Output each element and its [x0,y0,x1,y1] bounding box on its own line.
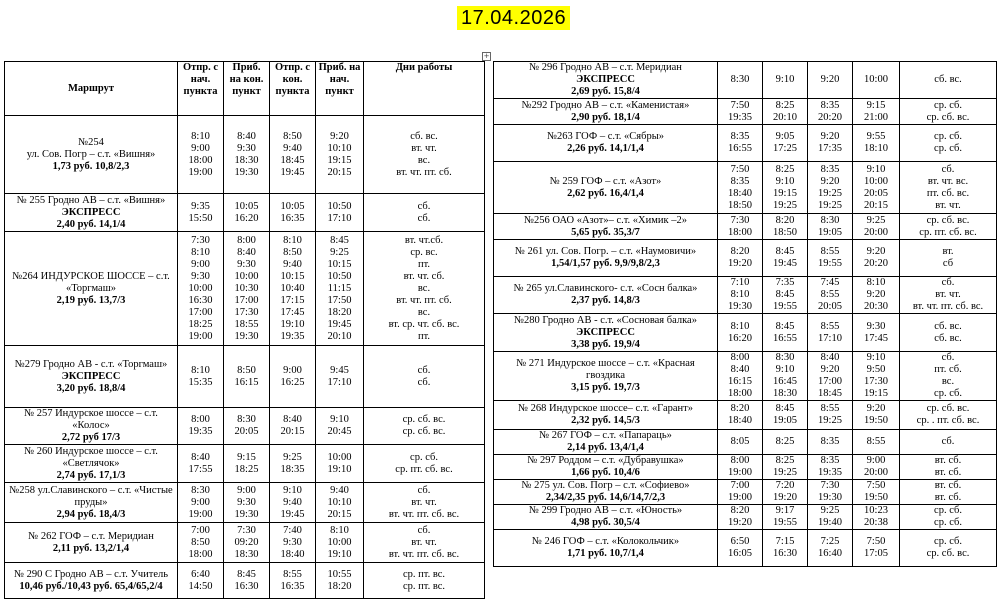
dep-start-times: 8:35 16:55 [718,125,763,162]
route-title: №264 ИНДУРСКОЕ ШОССЕ – с.т. «Торгмаш» [12,270,170,294]
arr-start-times: 9:00 20:00 [853,455,900,480]
operating-days: сб. вс. [900,62,997,99]
route-row [494,480,997,505]
arr-end-times: 8:45 16:30 [224,563,270,599]
route-title: № 260 Индурское шоссе – с.т. «Светлячок» [24,445,158,469]
route-cell [494,530,718,567]
route-price: 2,14 руб. 13,4/1,4 [567,442,644,453]
dep-end-times: 7:45 8:55 20:05 [808,277,853,314]
route-title: №280 Гродно АВ - с.т. «Сосновая балка» [514,314,697,326]
arr-end-times: 8:45 16:55 [763,314,808,352]
dep-start-times: 7:10 8:10 19:30 [718,277,763,314]
dep-end-times: 8:10 8:50 9:40 10:15 10:40 17:15 17:45 19:10 19:35 [270,232,316,346]
dep-start-times: 7:00 8:50 18:00 [178,523,224,563]
route-title: №279 Гродно АВ - с.т. «Торгмаш» [14,358,168,370]
operating-days: ср. сб. ср. сб. вс. [900,530,997,567]
arr-start-times: 9:10 9:50 17:30 19:15 [853,352,900,401]
route-cell [5,523,178,563]
route-title: № 297 Роддом – с.т. «Дубравушка» [527,455,684,466]
route-price: 2,11 руб. 13,2/1,4 [52,542,130,554]
dep-end-times: 8:50 9:40 18:45 19:45 [270,116,316,194]
route-title: № 262 ГОФ – с.т. Меридиан [28,530,154,542]
route-cell [494,455,718,480]
arr-end-times: 8:40 9:30 18:30 19:30 [224,116,270,194]
arr-start-times: 10:50 17:10 [316,194,364,232]
arr-start-times: 9:55 18:10 [853,125,900,162]
route-cell [494,401,718,430]
route-title: №258 ул.Славинского – с.т. «Чистые пруды» [9,484,173,508]
arr-end-times: 8:45 19:45 [763,240,808,277]
route-row [5,563,485,599]
arr-end-times: 8:25 19:25 [763,455,808,480]
route-row [494,455,997,480]
route-row [5,194,485,232]
dep-start-times: 8:20 18:40 [718,401,763,430]
operating-days: сб. вт. чт. вт. чт. пт. сб. вс. [900,277,997,314]
route-cell [494,314,718,352]
operating-days: сб. вт. чт. вт. чт. пт. сб. вс. [364,523,485,563]
col-header-dep-end: Отпр. с кон. пункта [270,62,316,116]
operating-days: ср. сб. ср. сб. [900,125,997,162]
route-cell [494,352,718,401]
route-row [5,232,485,346]
dep-end-times: 8:55 17:10 [808,314,853,352]
route-cell [5,232,178,346]
arr-end-times: 8:25 [763,430,808,455]
arr-start-times: 7:50 17:05 [853,530,900,567]
operating-days: сб. вт. чт. вт. чт. пт. сб. вс. [364,483,485,523]
route-cell [5,194,178,232]
route-row [5,408,485,445]
route-price: 2,72 руб 17/3 [61,432,121,443]
dep-start-times: 6:40 14:50 [178,563,224,599]
route-row [5,445,485,483]
operating-days: сб. [900,430,997,455]
arr-start-times: 9:20 19:50 [853,401,900,430]
arr-end-times: 8:45 19:05 [763,401,808,430]
arr-start-times: 7:50 19:50 [853,480,900,505]
route-price: 2,62 руб. 16,4/1,4 [567,187,644,199]
route-title: № 296 Гродно АВ – с.т. Меридиан [529,62,682,73]
route-price: 5,65 руб. 35,3/7 [571,226,640,238]
route-price: 3,38 руб. 19,9/4 [571,338,640,350]
arr-start-times: 10:00 [853,62,900,99]
route-price: 3,20 руб. 18,8/4 [56,382,126,394]
route-title: № 265 ул.Славинского- с.т. «Сосн балка» [513,283,698,294]
route-title: №256 ОАО «Азот»– с.т. «Химик –2» [524,214,687,226]
dep-start-times: 8:40 17:55 [178,445,224,483]
route-row [494,162,997,214]
route-price: 1,73 руб. 10,8/2,3 [52,160,130,172]
route-price: 2,94 руб. 18,4/3 [56,508,126,520]
dep-start-times: 8:10 15:35 [178,346,224,408]
arr-end-times: 8:50 16:15 [224,346,270,408]
operating-days: сб. вс. вт. чт. вс. вт. чт. пт. сб. [364,116,485,194]
dep-end-times: 9:25 19:40 [808,505,853,530]
arr-end-times: 9:17 19:55 [763,505,808,530]
arr-end-times: 8:00 8:40 9:30 10:00 10:30 17:00 17:30 18:55 19:30 [224,232,270,346]
dep-end-times: 8:35 9:20 19:25 19:25 [808,162,853,214]
route-title: № 267 ГОФ – с.т. «Папараць» [539,430,672,441]
route-title: № 257 Индурское шоссе – с.т. «Колос» [24,408,158,431]
route-title: № 275 ул. Сов. Погр – с.т. «Софиево» [521,480,690,491]
dep-end-times: 9:25 18:35 [270,445,316,483]
dep-start-times: 8:10 16:20 [718,314,763,352]
express-label: ЭКСПРЕСС [576,74,635,85]
route-row [494,240,997,277]
route-price: 1,66 руб. 10,4/6 [571,467,640,478]
express-label: ЭКСПРЕСС [61,370,121,382]
operating-days: сб. вс. сб. вс. [900,314,997,352]
route-title: № 255 Гродно АВ – с.т. «Вишня» [16,194,166,206]
arr-end-times: 8:30 9:10 16:45 18:30 [763,352,808,401]
dep-end-times: 8:55 19:55 [808,240,853,277]
route-title: №292 Гродно АВ – с.т. «Каменистая» [521,99,690,111]
operating-days: ср. сб. ср. сб. вс. [900,99,997,125]
col-header-days: Дни работы [364,62,485,116]
arr-end-times: 8:30 20:05 [224,408,270,445]
route-cell [494,480,718,505]
route-price: 4,98 руб. 30,5/4 [571,517,640,528]
table-move-handle-icon[interactable]: + [483,52,490,60]
arr-end-times: 8:20 18:50 [763,214,808,240]
dep-end-times: 9:20 17:35 [808,125,853,162]
dep-end-times: 10:05 16:35 [270,194,316,232]
operating-days: вт. чт.сб. ср. вс. пт. вт. чт. сб. вс. вт. чт. пт. сб. вс. вт. ср. чт. сб. вс. пт. [364,232,485,346]
arr-end-times: 7:20 19:20 [763,480,808,505]
operating-days: сб. сб. [364,346,485,408]
dep-start-times: 7:00 19:00 [718,480,763,505]
route-cell [5,116,178,194]
arr-start-times: 9:20 10:10 19:15 20:15 [316,116,364,194]
dep-end-times: 9:20 [808,62,853,99]
operating-days: ср. пт. вс. ср. пт. вс. [364,563,485,599]
arr-start-times: 8:10 10:00 19:10 [316,523,364,563]
dep-start-times: 8:30 [718,62,763,99]
route-title: №254 ул. Сов. Погр – с.т. «Вишня» [26,136,156,160]
operating-days: вт. сб [900,240,997,277]
route-title: № 246 ГОФ – с.т. «Колокольчик» [531,536,680,547]
route-row [5,116,485,194]
route-cell [494,214,718,240]
operating-days: сб. пт. сб. вс. ср. сб. [900,352,997,401]
col-header-arr-start: Приб. на нач. пункт [316,62,364,116]
arr-start-times: 10:00 19:10 [316,445,364,483]
arr-end-times: 9:10 [763,62,808,99]
route-cell [494,240,718,277]
express-label: ЭКСПРЕСС [61,206,121,218]
dep-end-times: 7:25 16:40 [808,530,853,567]
route-row [5,346,485,408]
dep-end-times: 7:30 19:30 [808,480,853,505]
schedule-body-left [5,116,485,599]
route-price: 2,74 руб. 17,1/3 [56,469,126,481]
route-price: 3,15 руб. 19,7/3 [571,382,640,393]
arr-end-times: 10:05 16:20 [224,194,270,232]
arr-start-times: 10:55 18:20 [316,563,364,599]
dep-end-times: 8:40 20:15 [270,408,316,445]
schedule-table-right [493,61,997,567]
dep-start-times: 8:30 9:00 19:00 [178,483,224,523]
dep-end-times: 7:40 9:30 18:40 [270,523,316,563]
dep-start-times: 7:50 19:35 [718,99,763,125]
route-price: 2,32 руб. 14,5/3 [571,415,640,426]
dep-end-times: 8:30 19:05 [808,214,853,240]
arr-start-times: 9:15 21:00 [853,99,900,125]
route-price: 2,19 руб. 13,7/3 [56,294,126,306]
route-row [494,352,997,401]
route-row [494,314,997,352]
route-cell [494,505,718,530]
schedule-body-right [494,62,997,567]
route-cell [5,445,178,483]
operating-days: ср. сб. вс. ср. . пт. сб. вс. [900,401,997,430]
operating-days: ср. сб. ср. сб. [900,505,997,530]
route-row [494,505,997,530]
route-cell [494,162,718,214]
arr-start-times: 8:55 [853,430,900,455]
col-header-arr-end: Приб. на кон. пункт [224,62,270,116]
dep-end-times: 9:00 16:25 [270,346,316,408]
arr-start-times: 8:45 9:25 10:15 10:50 11:15 17:50 18:20 19:45 20:10 [316,232,364,346]
route-title: № 259 ГОФ – с.т. «Азот» [549,175,662,187]
col-header-route: Маршрут [5,62,178,116]
route-title: №263 ГОФ – с.т. «Сябры» [546,131,665,142]
dep-start-times: 8:10 9:00 18:00 19:00 [178,116,224,194]
dep-start-times: 7:30 8:10 9:00 9:30 10:00 16:30 17:00 18:25 19:00 [178,232,224,346]
arr-end-times: 8:25 20:10 [763,99,808,125]
route-row [494,277,997,314]
schedule-table-left [4,61,485,599]
route-cell [5,483,178,523]
route-cell [5,563,178,599]
route-price: 2,34/2,35 руб. 14,6/14,7/2,3 [545,492,666,503]
route-row [494,430,997,455]
arr-start-times: 9:10 20:45 [316,408,364,445]
route-row [494,401,997,430]
operating-days: ср. сб. вс. ср. сб. вс. [364,408,485,445]
route-price: 2,90 руб. 18,1/4 [571,111,640,123]
dep-end-times: 8:55 16:35 [270,563,316,599]
route-price: 1,54/1,57 руб. 9,9/9,8/2,3 [551,258,660,269]
arr-start-times: 9:40 10:10 20:15 [316,483,364,523]
route-cell [5,346,178,408]
route-price: 1,71 руб. 10,7/1,4 [567,548,644,559]
arr-end-times: 9:15 18:25 [224,445,270,483]
arr-start-times: 8:10 9:20 20:30 [853,277,900,314]
dep-end-times: 8:35 20:20 [808,99,853,125]
arr-end-times: 7:30 09:20 18:30 [224,523,270,563]
route-price: 2,26 руб. 14,1/1,4 [567,143,644,154]
operating-days: вт. сб. вт. сб. [900,455,997,480]
route-price: 2,40 руб. 14,1/4 [56,218,126,230]
route-price: 2,37 руб. 14,8/3 [571,295,640,306]
route-title: № 271 Индурское шоссе – с.т. «Красная гвоздика [516,358,695,381]
dep-start-times: 8:00 19:35 [178,408,224,445]
dep-end-times: 8:40 9:20 17:00 18:45 [808,352,853,401]
route-row [494,99,997,125]
col-header-dep-start: Отпр. с нач. пункта [178,62,224,116]
dep-end-times: 9:10 9:40 19:45 [270,483,316,523]
operating-days: ср. сб. ср. пт. сб. вс. [364,445,485,483]
arr-end-times: 7:35 8:45 19:55 [763,277,808,314]
route-title: № 299 Гродно АВ – с.т. «Юность» [528,505,683,516]
dep-start-times: 8:05 [718,430,763,455]
route-cell [494,99,718,125]
arr-start-times: 10:23 20:38 [853,505,900,530]
route-cell [494,430,718,455]
dep-end-times: 8:35 19:35 [808,455,853,480]
route-cell [494,62,718,99]
dep-start-times: 7:50 8:35 18:40 18:50 [718,162,763,214]
route-row [494,62,997,99]
dep-start-times: 8:20 19:20 [718,505,763,530]
dep-start-times: 6:50 16:05 [718,530,763,567]
dep-start-times: 8:00 19:00 [718,455,763,480]
route-row [5,483,485,523]
dep-start-times: 8:20 19:20 [718,240,763,277]
dep-start-times: 9:35 15:50 [178,194,224,232]
arr-end-times: 8:25 9:10 19:15 19:25 [763,162,808,214]
dep-end-times: 8:55 19:25 [808,401,853,430]
arr-end-times: 9:05 17:25 [763,125,808,162]
route-cell [494,125,718,162]
arr-start-times: 9:45 17:10 [316,346,364,408]
route-title: № 268 Индурское шоссе– с.т. «Гарант» [518,403,693,414]
route-cell [5,408,178,445]
express-label: ЭКСПРЕСС [576,326,635,338]
operating-days: вт. сб. вт. сб. [900,480,997,505]
route-row [5,523,485,563]
route-price: 10,46 руб./10,43 руб. 65,4/65,2/4 [19,580,163,592]
operating-days: сб. вт. чт. вс. пт. сб. вс. вт. чт. [900,162,997,214]
arr-start-times: 9:20 20:20 [853,240,900,277]
arr-start-times: 9:10 10:00 20:05 20:15 [853,162,900,214]
route-title: № 290 С Гродно АВ – с.т. Учитель [13,568,169,580]
date-banner: 17.04.2026 [457,6,570,30]
route-row [494,530,997,567]
operating-days: ср. сб. вс. ср. пт. сб. вс. [900,214,997,240]
operating-days: сб. сб. [364,194,485,232]
arr-end-times: 9:00 9:30 19:30 [224,483,270,523]
route-price: 2,69 руб. 15,8/4 [571,86,640,97]
dep-end-times: 8:35 [808,430,853,455]
route-row [494,125,997,162]
dep-start-times: 8:00 8:40 16:15 18:00 [718,352,763,401]
route-title: № 261 ул. Сов. Погр. – с.т. «Наумовичи» [514,246,697,257]
arr-end-times: 7:15 16:30 [763,530,808,567]
arr-start-times: 9:30 17:45 [853,314,900,352]
route-cell [494,277,718,314]
dep-start-times: 7:30 18:00 [718,214,763,240]
arr-start-times: 9:25 20:00 [853,214,900,240]
route-row [494,214,997,240]
